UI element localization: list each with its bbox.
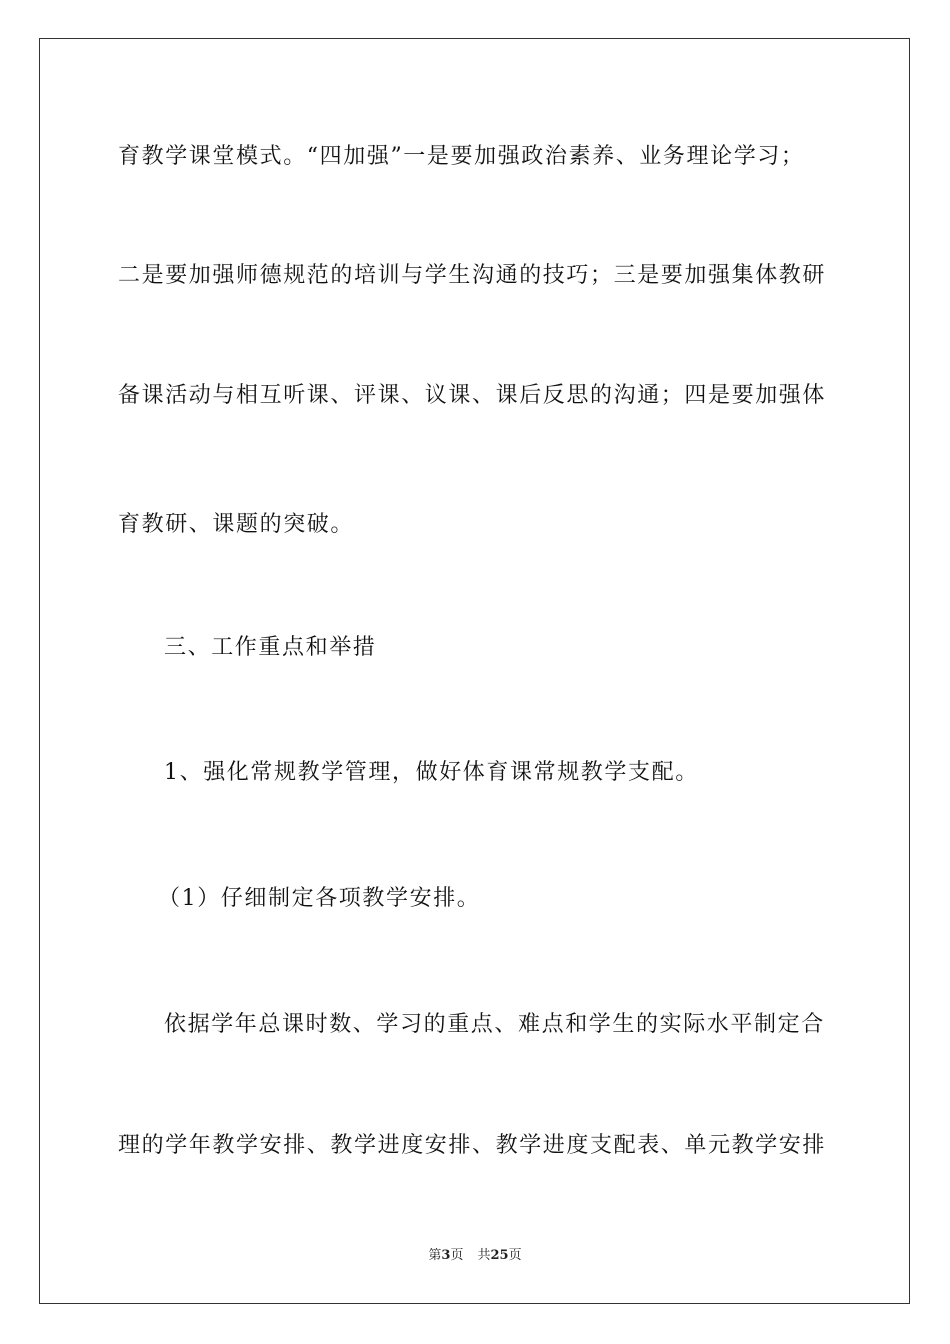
page-footer bbox=[0, 1247, 950, 1265]
body-text-line: 依据学年总课时数、学习的重点、难点和学生的实际水平制定合 bbox=[164, 1012, 825, 1037]
section-heading: 三、工作重点和举措 bbox=[164, 635, 377, 660]
body-text-line: 理的学年教学安排、教学进度安排、教学进度支配表、单元教学安排 bbox=[118, 1133, 827, 1158]
footer-total-unit: 页 bbox=[508, 1248, 522, 1263]
footer-page-total: 25 bbox=[490, 1248, 509, 1263]
item-heading: （1）仔细制定各项教学安排。 bbox=[158, 886, 481, 911]
subsection-heading: 1、强化常规教学管理，做好体育课常规教学支配。 bbox=[164, 760, 699, 785]
body-text-line: 育教研、课题的突破。 bbox=[118, 512, 355, 537]
page-border bbox=[39, 38, 910, 1304]
body-text-line: 育教学课堂模式。“四加强”一是要加强政治素养、业务理论学习； bbox=[118, 144, 805, 169]
footer-page-unit: 页 bbox=[450, 1248, 464, 1263]
footer-page-current: 3 bbox=[441, 1248, 451, 1263]
footer-total-prefix: 共 bbox=[477, 1248, 491, 1263]
footer-page-prefix: 第 bbox=[428, 1248, 442, 1263]
body-text-line: 备课活动与相互听课、评课、议课、课后反思的沟通；四是要加强体 bbox=[118, 383, 827, 408]
body-text-line: 二是要加强师德规范的培训与学生沟通的技巧；三是要加强集体教研 bbox=[118, 263, 827, 288]
